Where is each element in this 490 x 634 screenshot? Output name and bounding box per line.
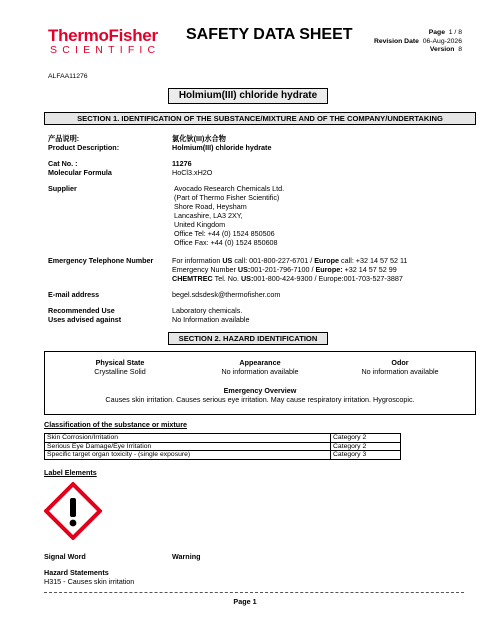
signal-word-value: Warning	[172, 552, 201, 561]
page-label: Page	[428, 29, 445, 36]
emergency-line: Emergency Number US:001-201-796-7100 / Europe: +32 14 57 52 99	[172, 265, 397, 274]
supplier-line: Office Tel: +44 (0) 1524 850506	[174, 229, 275, 238]
supplier-line: United Kingdom	[174, 220, 226, 229]
uses-against-value: No Information available	[172, 315, 250, 324]
supplier-line: Office Fax: +44 (0) 1524 850608	[174, 238, 278, 247]
supplier-line: Lancashire, LA3 2XY,	[174, 211, 243, 220]
email-label: E-mail address	[48, 290, 100, 299]
product-desc-label: Product Description:	[48, 143, 120, 152]
cat-value: 11276	[172, 159, 192, 168]
supplier-line: (Part of Thermo Fisher Scientific)	[174, 193, 280, 202]
cn-label: 产品说明:	[48, 134, 80, 143]
uses-against-label: Uses advised against	[48, 315, 122, 324]
section-1-header: SECTION 1. IDENTIFICATION OF THE SUBSTANCE/MIXTURE AND OF THE COMPANY/UNDERTAKING	[44, 112, 476, 125]
product-desc-value: Holmium(III) chloride hydrate	[172, 143, 272, 152]
table-row: Skin Corrosion/Irritation Category 2	[45, 434, 401, 443]
hazard-overview-box	[44, 351, 476, 415]
revision-label: Revision Date	[373, 37, 419, 45]
version-label: Version	[429, 46, 455, 54]
supplier-label: Supplier	[48, 184, 77, 193]
cat-label: Cat No. :	[48, 159, 78, 168]
footer-page-number: Page 1	[233, 597, 257, 606]
doc-id: ALFAA11276	[48, 73, 88, 80]
section-2-header: SECTION 2. HAZARD IDENTIFICATION	[168, 332, 328, 345]
appearance: Appearance No information available	[221, 358, 299, 376]
hazard-statement: H315 - Causes skin irritation	[44, 577, 135, 586]
exclamation-mark-pictogram-icon	[44, 482, 102, 540]
table-row: Specific target organ toxicity - (single exposure) Category 3	[45, 451, 401, 460]
formula-label: Molecular Formula	[48, 168, 112, 177]
supplier-line: Shore Road, Heysham	[174, 202, 247, 211]
product-title: Holmium(III) chloride hydrate	[168, 88, 328, 104]
supplier-address	[174, 184, 284, 247]
version-value: 8	[458, 46, 462, 54]
emergency-overview: Emergency Overview Causes skin irritation. Causes serious eye irritation. May cause respiratory irritation. Hygroscopic.	[105, 386, 415, 404]
table-row: Serious Eye Damage/Eye Irritation Category 2	[45, 442, 401, 451]
classification-table	[44, 433, 401, 460]
brand-logo-bottom: SCIENTIFIC	[50, 44, 161, 56]
rec-use-value: Laboratory chemicals.	[172, 306, 243, 315]
signal-word-label: Signal Word	[44, 552, 86, 561]
emergency-numbers	[172, 256, 407, 283]
document-meta	[374, 29, 462, 55]
hazard-statements-label: Hazard Statements	[44, 568, 109, 577]
emergency-line: CHEMTREC Tel. No. US:001-800-424-9300 / Europe:001-703-527-3887	[172, 274, 403, 283]
formula-value: HoCl3.xH2O	[172, 168, 213, 177]
email-value[interactable]: begel.sdsdesk@thermofisher.com	[172, 290, 281, 299]
footer-divider	[44, 592, 464, 593]
label-elements-label: Label Elements	[44, 468, 97, 477]
rec-use-label: Recommended Use	[48, 306, 115, 315]
document-title: SAFETY DATA SHEET	[186, 26, 353, 43]
physical-state: Physical State Crystalline Solid	[94, 358, 146, 376]
classification-label: Classification of the substance or mixture	[44, 420, 187, 429]
revision-value: 06-Aug-2026	[422, 37, 462, 45]
brand-logo-top: ThermoFisher	[48, 26, 158, 45]
supplier-line: Avocado Research Chemicals Ltd.	[174, 184, 285, 193]
emergency-line: For information US call: 001-800-227-6701 / Europe call: +32 14 57 52 11	[172, 256, 408, 265]
page-value: 1 / 8	[448, 29, 462, 36]
emergency-label: Emergency Telephone Number	[48, 256, 154, 265]
cn-value: 氯化钬(III)水合物	[172, 134, 226, 143]
odor: Odor No information available	[361, 358, 439, 376]
